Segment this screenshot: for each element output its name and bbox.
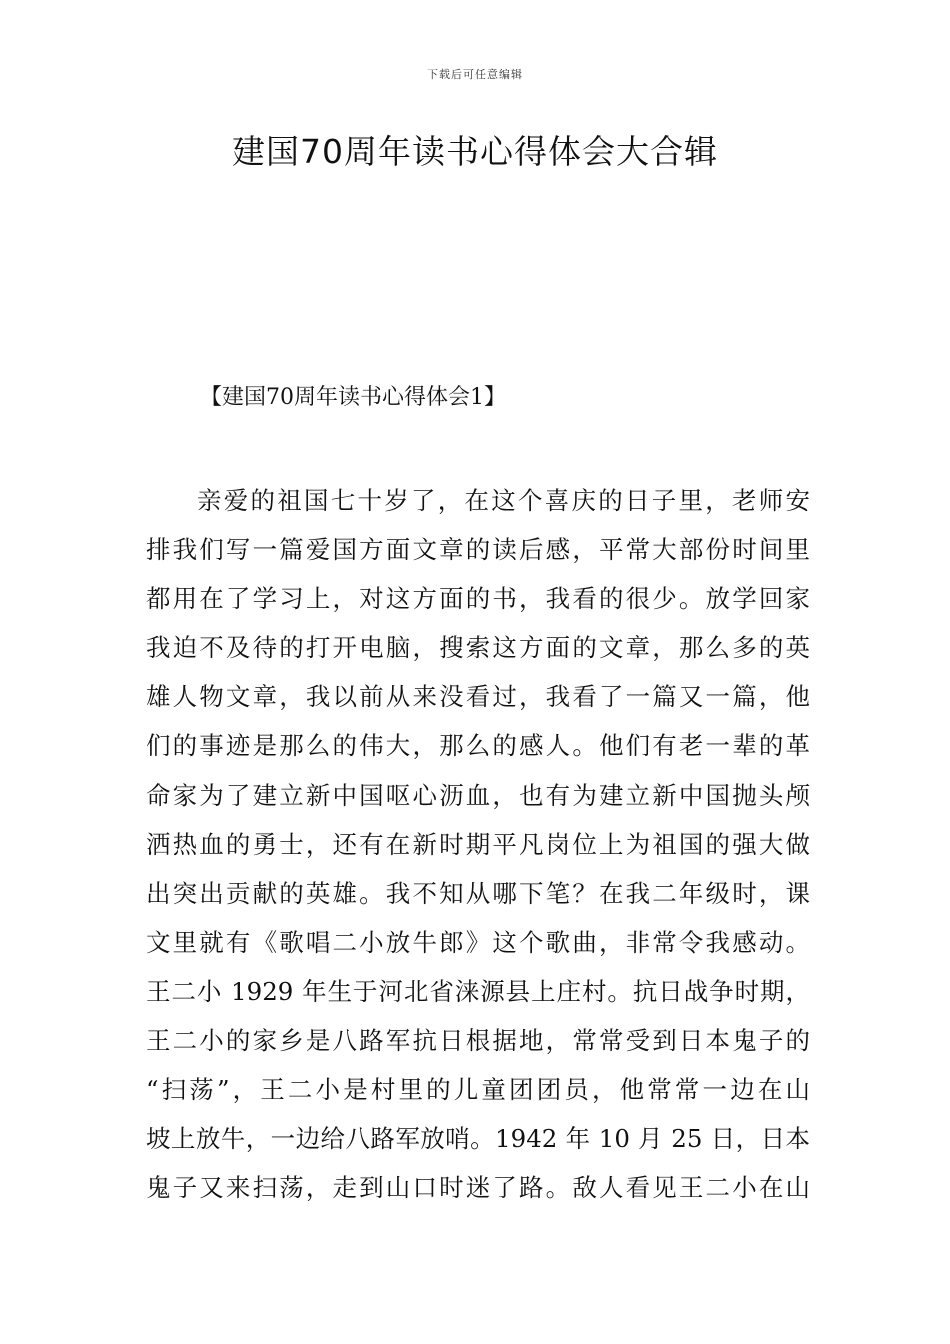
body-line: 命家为了建立新中国呕心沥血，也有为建立新中国抛头颅 [146, 780, 810, 810]
body-line: 王二小的家乡是八路军抗日根据地，常常受到日本鬼子的 [146, 1026, 810, 1056]
body-line: 王二小 1929 年生于河北省涞源县上庄村。抗日战争时期， [146, 976, 810, 1006]
body-line: 们的事迹是那么的伟大，那么的感人。他们有老一辈的革 [146, 731, 810, 761]
section-heading: 【建国70周年读书心得体会1】 [200, 385, 506, 410]
body-line: 坡上放牛，一边给八路军放哨。1942 年 10 月 25 日，日本 [146, 1124, 810, 1154]
body-line: 雄人物文章，我以前从来没看过，我看了一篇又一篇，他 [146, 682, 810, 712]
body-line: 亲爱的祖国七十岁了，在这个喜庆的日子里，老师安 [197, 486, 810, 515]
body-text [146, 476, 810, 1212]
body-line: 洒热血的勇士，还有在新时期平凡岗位上为祖国的强大做 [146, 829, 810, 859]
body-line: 出突出贡献的英雄。我不知从哪下笔？在我二年级时，课 [146, 878, 810, 908]
body-line: 鬼子又来扫荡，走到山口时迷了路。敌人看见王二小在山 [146, 1173, 810, 1203]
document-title: 建国70周年读书心得体会大合辑 [232, 132, 718, 171]
body-line: “扫荡”，王二小是村里的儿童团团员，他常常一边在山 [146, 1075, 810, 1105]
header-note: 下载后可任意编辑 [427, 68, 523, 81]
body-line: 排我们写一篇爱国方面文章的读后感，平常大部份时间里 [146, 535, 810, 565]
body-line: 都用在了学习上，对这方面的书，我看的很少。放学回家 [146, 584, 810, 614]
body-line: 文里就有《歌唱二小放牛郎》这个歌曲，非常令我感动。 [146, 927, 810, 957]
body-line: 我迫不及待的打开电脑，搜索这方面的文章，那么多的英 [146, 633, 810, 663]
